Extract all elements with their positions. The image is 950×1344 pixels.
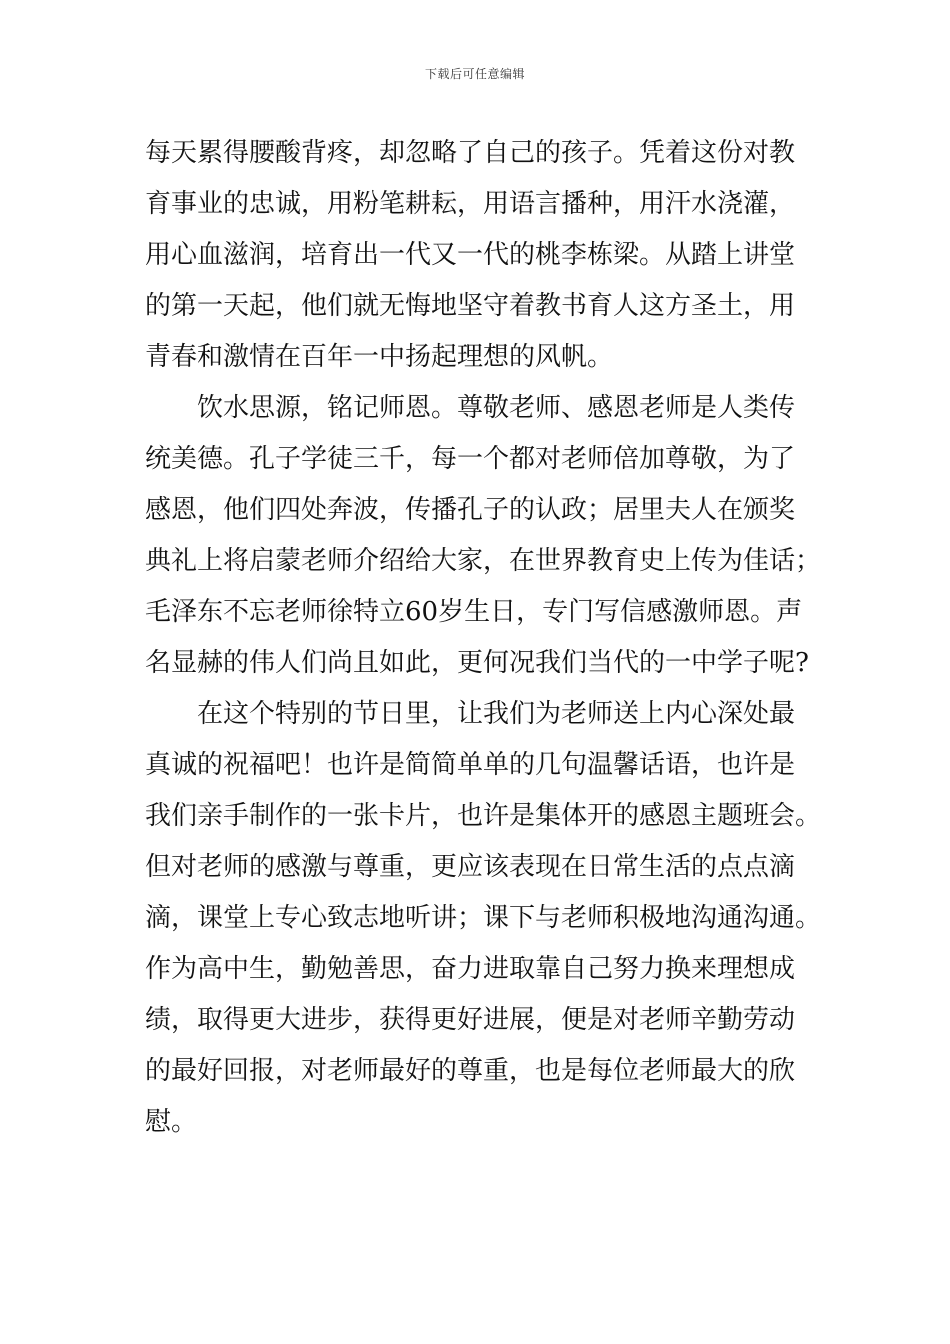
body-text	[145, 132, 822, 1152]
text-line: 感恩，他们四处奔波，传播孔子的认政；居里夫人在颁奖	[145, 495, 796, 525]
text-line: 青春和激情在百年一中扬起理想的风帆。	[145, 342, 614, 372]
text-line: 真诚的祝福吧！也许是简简单单的几句温馨话语，也许是	[145, 750, 796, 780]
paragraph	[145, 387, 822, 693]
text-line: 毛泽东不忘老师徐特立60岁生日，专门写信感激师恩。声	[145, 597, 803, 627]
text-line: 滴，课堂上专心致志地听讲；课下与老师积极地沟通沟通。	[145, 903, 822, 933]
paragraph	[145, 132, 809, 387]
text-line: 绩，取得更大进步，获得更好进展，便是对老师辛勤劳动	[145, 1005, 796, 1035]
text-line: 饮水思源，铭记师恩。尊敬老师、感恩老师是人类传	[197, 393, 796, 423]
text-line: 我们亲手制作的一张卡片，也许是集体开的感恩主题班会。	[145, 801, 822, 831]
text-line: 育事业的忠诚，用粉笔耕耘，用语言播种，用汗水浇灌，	[145, 189, 796, 219]
text-line: 每天累得腰酸背疼，却忽略了自己的孩子。凭着这份对教	[145, 138, 796, 168]
text-line: 在这个特别的节日里，让我们为老师送上内心深处最	[197, 699, 796, 729]
text-line: 用心血滋润，培育出一代又一代的桃李栋梁。从踏上讲堂	[145, 240, 796, 270]
page-header: 下载后可任意编辑	[424, 67, 525, 81]
text-line: 的最好回报，对老师最好的尊重，也是每位老师最大的欣	[145, 1056, 796, 1086]
text-line: 慰。	[145, 1107, 198, 1137]
text-line: 典礼上将启蒙老师介绍给大家，在世界教育史上传为佳话；	[145, 546, 822, 576]
text-line: 名显赫的伟人们尚且如此，更何况我们当代的一中学子呢?	[145, 648, 809, 678]
paragraph	[145, 693, 822, 1152]
text-line: 但对老师的感激与尊重，更应该表现在日常生活的点点滴	[145, 852, 796, 882]
text-line: 统美德。孔子学徒三千，每一个都对老师倍加尊敬，为了	[145, 444, 796, 474]
text-line: 的第一天起，他们就无悔地坚守着教书育人这方圣土，用	[145, 291, 796, 321]
text-line: 作为高中生，勤勉善思，奋力进取靠自己努力换来理想成	[145, 954, 796, 984]
